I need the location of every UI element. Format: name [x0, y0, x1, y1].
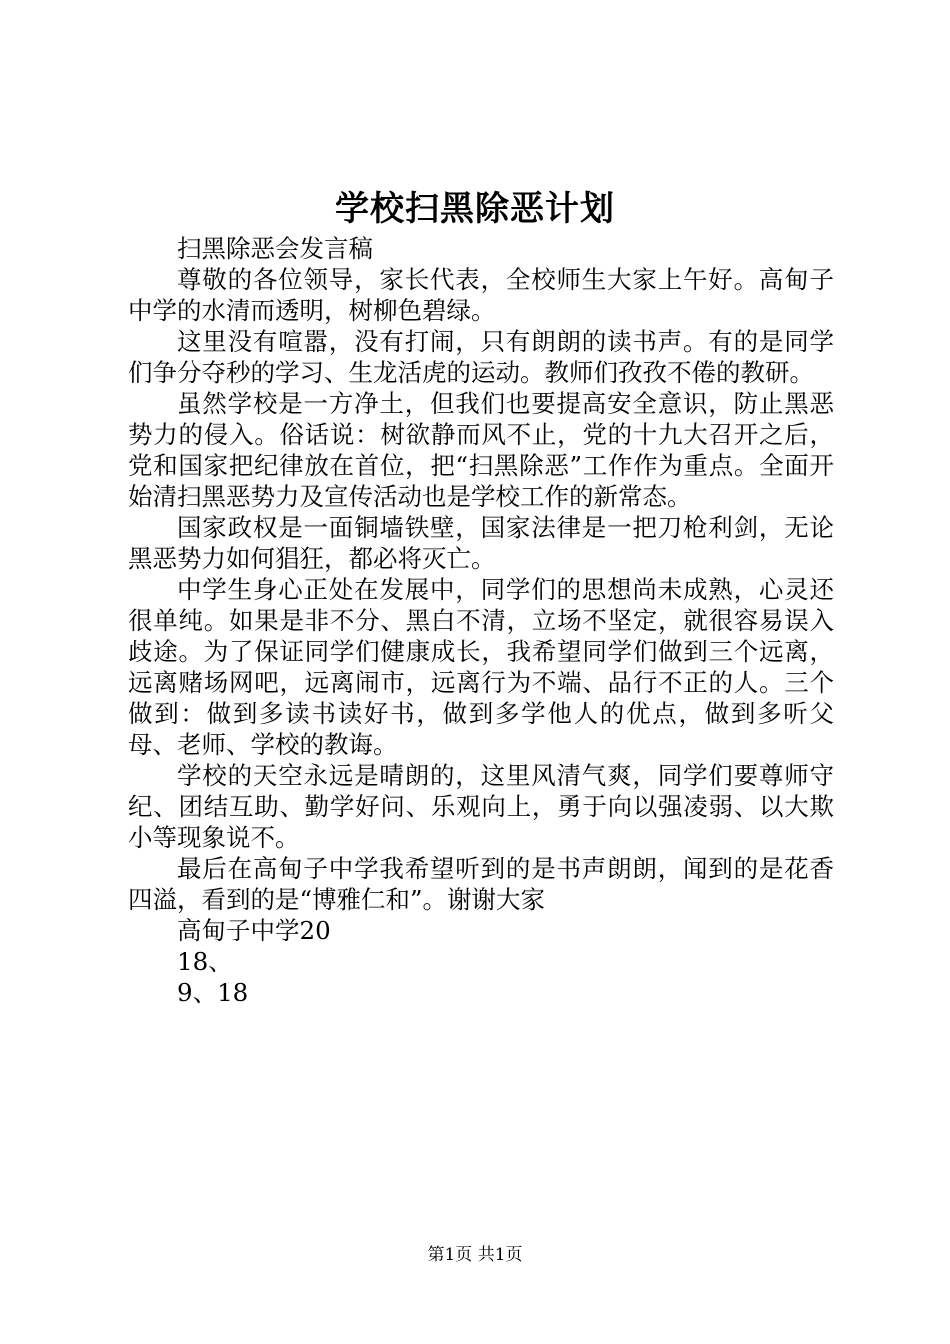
signature-school: 高甸子中学20 [177, 916, 331, 945]
paragraph-closing: 最后在高甸子中学我希望听到的是书声朗朗，闻到的是花香四溢，看到的是“博雅仁和”。谢谢大家 [128, 854, 834, 914]
document-body [128, 233, 834, 1008]
paragraph-greeting: 尊敬的各位领导，家长代表，全校师生大家上午好。高甸子中学的水清而透明，树柳色碧绿。 [128, 265, 834, 325]
paragraph-campus: 这里没有喧嚣，没有打闹，只有朗朗的读书声。有的是同学们争分夺秒的学习、生龙活虎的运动。教师们孜孜不倦的教研。 [128, 327, 834, 387]
page-footer: 第1页 共1页 [427, 1245, 523, 1265]
paragraph-school-sky: 学校的天空永远是晴朗的，这里风清气爽，同学们要尊师守纪、团结互助、勤学好问、乐观向上，勇于向以强凌弱、以大欺小等现象说不。 [128, 761, 834, 852]
speech-subtitle: 扫黑除恶会发言稿 [177, 234, 373, 263]
document-title: 学校扫黑除恶计划 [335, 189, 615, 229]
signature-date-part-1: 18、 [177, 947, 233, 976]
paragraph-law: 国家政权是一面铜墙铁壁，国家法律是一把刀枪利剑，无论黑恶势力如何猖狂，都必将灭亡。 [128, 513, 834, 573]
paragraph-students: 中学生身心正处在发展中，同学们的思想尚未成熟，心灵还很单纯。如果是非不分、黑白不清，立场不坚定，就很容易误入歧途。为了保证同学们健康成长，我希望同学们做到三个远离，远离赌场网吧，远离闹市，远离行为不端、品行不正的人。三个做到：做到多读书读好书，做到多学他人的优点，做到多听父母、老师、学校的教诲。 [128, 575, 834, 759]
paragraph-safety: 虽然学校是一方净土，但我们也要提高安全意识，防止黑恶势力的侵入。俗话说：树欲静而风不止，党的十九大召开之后，党和国家把纪律放在首位，把“扫黑除恶”工作作为重点。全面开始清扫黑恶势力及宣传活动也是学校工作的新常态。 [128, 389, 834, 511]
signature-date-part-2: 9、18 [177, 978, 249, 1007]
